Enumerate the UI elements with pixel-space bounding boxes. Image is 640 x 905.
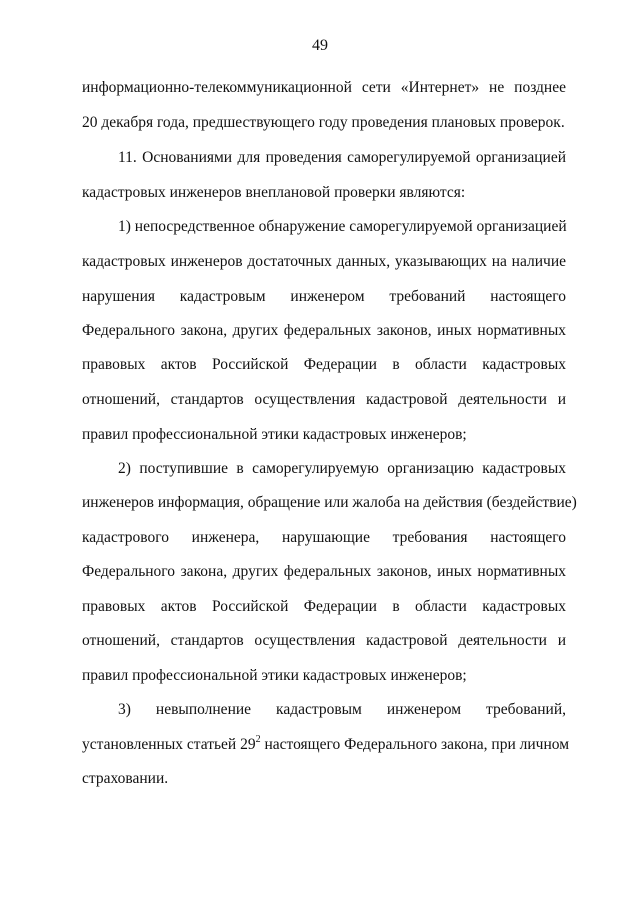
paragraph-11-heading: 11. Основаниями для проведения саморегулируемой организацией	[118, 149, 566, 166]
list-item-2-start: 2) поступившие в саморегулируемую организацию кадастровых	[118, 460, 566, 477]
text-line: кадастрового инженера, нарушающие требования настоящего	[82, 529, 566, 546]
text-fragment: настоящего Федерального закона, при личном	[260, 736, 570, 753]
list-item-1-start: 1) непосредственное обнаружение саморегулируемой организацией	[118, 218, 567, 235]
superscript: 2	[255, 733, 261, 745]
page-number: 49	[312, 37, 328, 54]
text-line: отношений, стандартов осуществления кадастровой деятельности и	[82, 391, 566, 408]
text-line: кадастровых инженеров внеплановой проверки являются:	[82, 184, 466, 201]
text-line: кадастровых инженеров достаточных данных, указывающих на наличие	[82, 253, 566, 270]
text-line: правовых актов Российской Федерации в области кадастровых	[82, 356, 566, 373]
text-line: Федерального закона, других федеральных законов, иных нормативных	[82, 563, 566, 580]
text-line: страховании.	[82, 770, 169, 787]
text-line: 20 декабря года, предшествующего году проведения плановых проверок.	[82, 114, 565, 131]
text-fragment: установленных статьей 29	[82, 736, 256, 753]
list-item-3-start: 3) невыполнение кадастровым инженером требований,	[118, 701, 566, 718]
text-line: правил профессиональной этики кадастровых инженеров;	[82, 426, 467, 443]
text-line: правовых актов Российской Федерации в области кадастровых	[82, 598, 566, 615]
text-line: правил профессиональной этики кадастровых инженеров;	[82, 667, 467, 684]
text-line: инженеров информация, обращение или жалоба на действия (бездействие)	[82, 494, 577, 511]
text-line: Федерального закона, других федеральных законов, иных нормативных	[82, 322, 566, 339]
text-line: информационно-телекоммуникационной сети «Интернет» не позднее	[82, 79, 566, 96]
text-line: отношений, стандартов осуществления кадастровой деятельности и	[82, 632, 566, 649]
text-line: нарушения кадастровым инженером требований настоящего	[82, 288, 566, 305]
text-line	[82, 733, 570, 755]
